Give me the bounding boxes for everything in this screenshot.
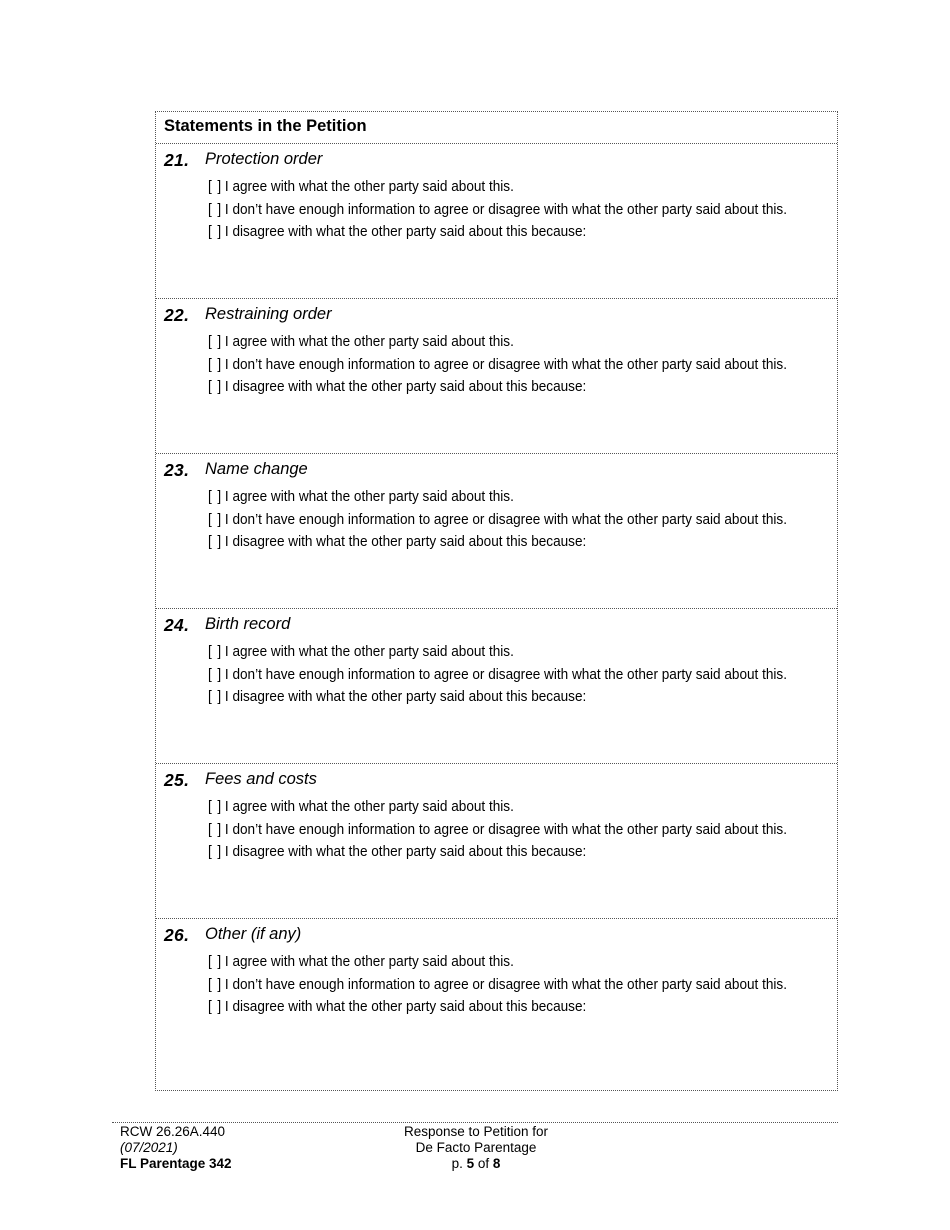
option-agree xyxy=(208,176,787,199)
option-disagree-label: I disagree with what the other party said about this because: xyxy=(224,844,587,861)
option-disagree-label: I disagree with what the other party said about this because: xyxy=(224,224,587,241)
checkbox-disagree[interactable]: [ ] xyxy=(208,689,223,706)
section-title: Other (if any) xyxy=(205,925,302,943)
response-options xyxy=(208,331,831,399)
section-name-change xyxy=(156,454,837,609)
footer-doc-title-line2: De Facto Parentage xyxy=(415,1140,537,1155)
option-agree xyxy=(208,951,787,974)
footer-doc-title-line1: Response to Petition for xyxy=(403,1124,549,1139)
option-not-enough-info xyxy=(208,354,787,377)
section-number: 21. xyxy=(164,150,190,170)
footer-doc-info xyxy=(376,1124,576,1172)
option-not-enough-info-label: I don’t have enough information to agree or disagree with what the other party said about this. xyxy=(224,201,787,218)
response-options xyxy=(208,796,831,864)
footer-form-id: FL Parentage 342 xyxy=(120,1156,232,1171)
option-disagree-label: I disagree with what the other party said about this because: xyxy=(224,379,587,396)
option-not-enough-info xyxy=(208,664,787,687)
section-protection-order xyxy=(156,144,837,299)
checkbox-agree[interactable]: [ ] xyxy=(208,644,223,660)
response-options xyxy=(208,951,831,1019)
section-title: Name change xyxy=(205,460,308,478)
option-agree-label: I agree with what the other party said about this. xyxy=(224,954,514,970)
option-not-enough-info xyxy=(208,974,787,997)
footer-divider xyxy=(112,1122,838,1123)
option-disagree xyxy=(208,686,787,709)
section-title: Protection order xyxy=(205,150,323,168)
option-disagree-label: I disagree with what the other party said about this because: xyxy=(224,689,587,706)
checkbox-agree[interactable]: [ ] xyxy=(208,799,223,815)
option-disagree-label: I disagree with what the other party said about this because: xyxy=(224,999,587,1016)
checkbox-disagree[interactable]: [ ] xyxy=(208,999,223,1016)
page-of: of xyxy=(477,1156,490,1171)
section-birth-record xyxy=(156,609,837,764)
section-number: 25. xyxy=(164,770,190,790)
section-number: 23. xyxy=(164,460,190,480)
section-title: Restraining order xyxy=(205,305,332,323)
checkbox-agree[interactable]: [ ] xyxy=(208,179,223,195)
response-options xyxy=(208,641,831,709)
footer-page-number xyxy=(376,1156,576,1172)
checkbox-agree[interactable]: [ ] xyxy=(208,954,223,970)
statements-table xyxy=(155,111,838,1091)
checkbox-disagree[interactable]: [ ] xyxy=(208,534,223,551)
checkbox-agree[interactable]: [ ] xyxy=(208,489,223,505)
option-agree xyxy=(208,641,787,664)
footer-statute: RCW 26.26A.440 xyxy=(120,1124,226,1139)
footer-form-info xyxy=(120,1124,232,1172)
section-number: 22. xyxy=(164,305,190,325)
option-agree-label: I agree with what the other party said about this. xyxy=(224,334,514,350)
footer-revision: (07/2021) xyxy=(120,1140,178,1155)
option-not-enough-info-label: I don’t have enough information to agree or disagree with what the other party said about this. xyxy=(224,666,787,683)
option-disagree xyxy=(208,996,787,1019)
response-options xyxy=(208,486,831,554)
option-disagree xyxy=(208,841,787,864)
option-agree-label: I agree with what the other party said about this. xyxy=(224,799,514,815)
section-title: Fees and costs xyxy=(205,770,317,788)
checkbox-not-enough-info[interactable]: [ ] xyxy=(208,356,223,373)
option-agree-label: I agree with what the other party said about this. xyxy=(224,489,514,505)
checkbox-disagree[interactable]: [ ] xyxy=(208,844,223,861)
checkbox-disagree[interactable]: [ ] xyxy=(208,224,223,241)
page-total: 8 xyxy=(492,1156,501,1171)
page-prefix: p. xyxy=(451,1156,463,1171)
option-not-enough-info xyxy=(208,509,787,532)
option-agree-label: I agree with what the other party said about this. xyxy=(224,179,514,195)
checkbox-not-enough-info[interactable]: [ ] xyxy=(208,201,223,218)
option-disagree xyxy=(208,221,787,244)
section-restraining-order xyxy=(156,299,837,454)
checkbox-agree[interactable]: [ ] xyxy=(208,334,223,350)
response-options xyxy=(208,176,831,244)
option-not-enough-info-label: I don’t have enough information to agree or disagree with what the other party said about this. xyxy=(224,976,787,993)
checkbox-disagree[interactable]: [ ] xyxy=(208,379,223,396)
section-number: 24. xyxy=(164,615,190,635)
option-agree-label: I agree with what the other party said about this. xyxy=(224,644,514,660)
checkbox-not-enough-info[interactable]: [ ] xyxy=(208,976,223,993)
option-agree xyxy=(208,796,787,819)
option-agree xyxy=(208,486,787,509)
page-current: 5 xyxy=(466,1156,475,1171)
checkbox-not-enough-info[interactable]: [ ] xyxy=(208,821,223,838)
table-header: Statements in the Petition xyxy=(156,112,837,144)
option-not-enough-info xyxy=(208,819,787,842)
section-title: Birth record xyxy=(205,615,291,633)
option-not-enough-info xyxy=(208,199,787,222)
option-not-enough-info-label: I don’t have enough information to agree or disagree with what the other party said about this. xyxy=(224,821,787,838)
section-other xyxy=(156,919,837,1090)
option-not-enough-info-label: I don’t have enough information to agree or disagree with what the other party said about this. xyxy=(224,511,787,528)
checkbox-not-enough-info[interactable]: [ ] xyxy=(208,666,223,683)
option-disagree xyxy=(208,376,787,399)
option-agree xyxy=(208,331,787,354)
section-fees-and-costs xyxy=(156,764,837,919)
checkbox-not-enough-info[interactable]: [ ] xyxy=(208,511,223,528)
option-disagree xyxy=(208,531,787,554)
option-not-enough-info-label: I don’t have enough information to agree or disagree with what the other party said about this. xyxy=(224,356,787,373)
section-number: 26. xyxy=(164,925,190,945)
option-disagree-label: I disagree with what the other party said about this because: xyxy=(224,534,587,551)
